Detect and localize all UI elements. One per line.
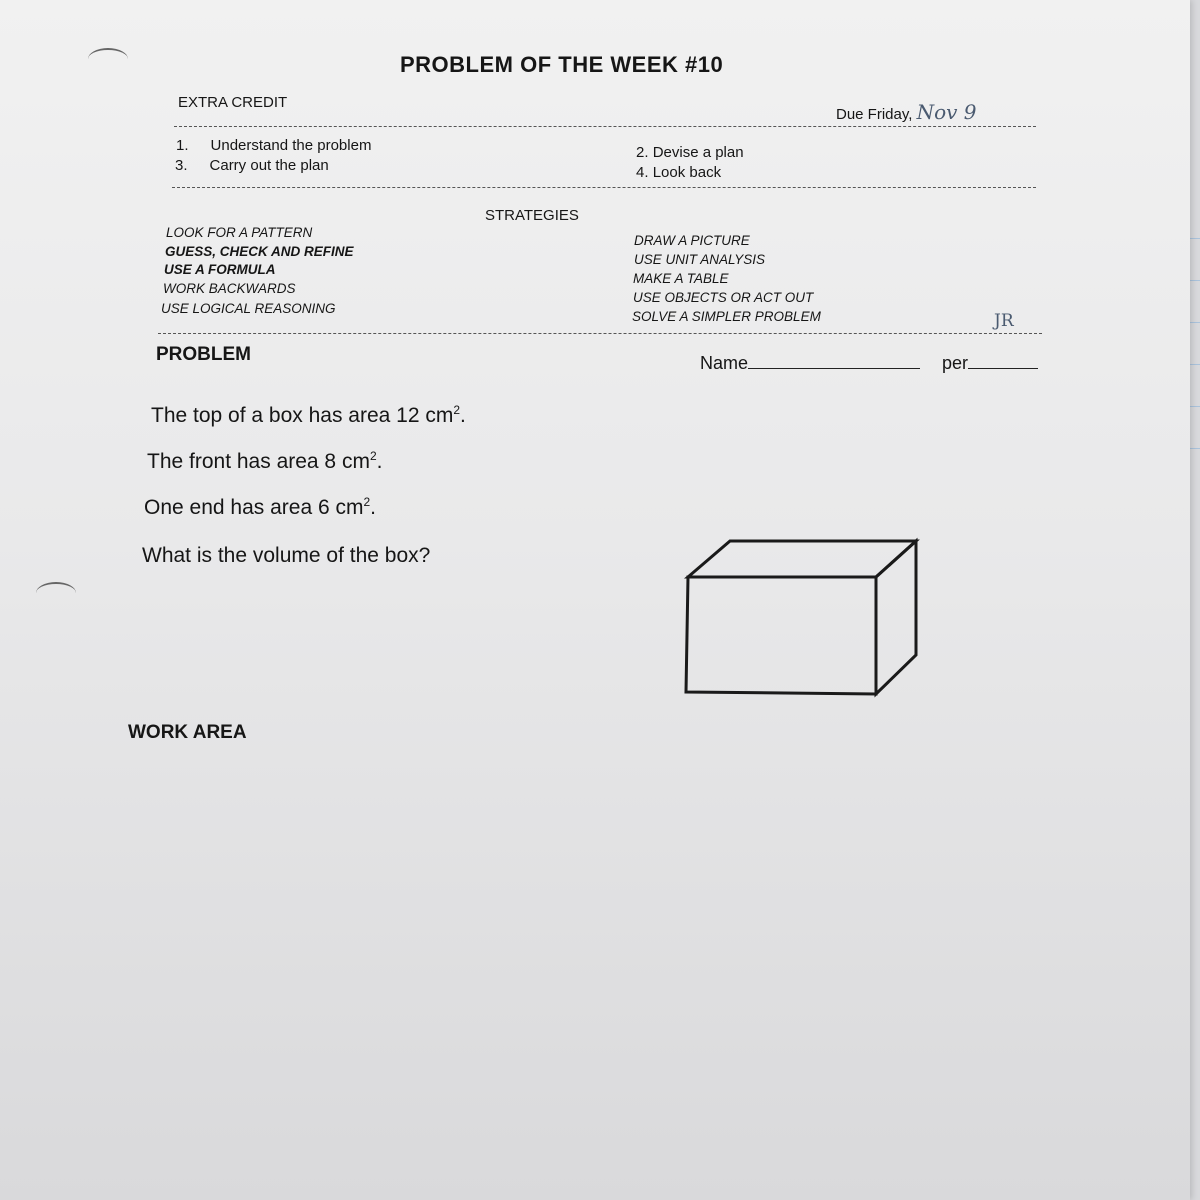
name-field[interactable] (700, 353, 920, 374)
strategies-heading: STRATEGIES (485, 207, 579, 224)
problem-line-front-area: The front has area 8 $cm^2$. (147, 449, 383, 473)
strategy-look-for-pattern: LOOK FOR A PATTERN (166, 225, 313, 240)
strategy-work-backwards: WORK BACKWARDS (163, 281, 296, 296)
problem-heading: PROBLEM (156, 344, 251, 365)
handwritten-initials: JR (994, 311, 1014, 331)
extra-credit-label: EXTRA CREDIT (178, 94, 288, 111)
strategy-make-table: MAKE A TABLE (633, 271, 729, 286)
divider-2 (172, 187, 1036, 188)
due-date-label (836, 100, 977, 124)
problem-line-volume-question: What is the volume of the box? (142, 544, 431, 567)
paper-curl-middle (36, 582, 76, 604)
divider-3 (158, 333, 1042, 334)
worksheet-title: PROBLEM OF THE WEEK #10 (400, 52, 724, 77)
strategy-logical-reasoning: USE LOGICAL REASONING (161, 301, 336, 316)
step-1: 1. Understand the problem (176, 137, 372, 154)
step-2: 2. Devise a plan (636, 144, 744, 161)
divider-1 (174, 126, 1036, 127)
problem-line-top-area: The top of a box has area 12 $cm^2$. (151, 403, 466, 427)
name-blank[interactable] (748, 368, 920, 369)
handwritten-due-date: Nov 9 (916, 100, 977, 124)
period-blank[interactable] (968, 368, 1038, 369)
problem-line-end-area: One end has area 6 $cm^2$. (144, 495, 376, 519)
step-3: 3. Carry out the plan (175, 157, 329, 174)
box-diagram (680, 535, 925, 700)
box-side-face (876, 541, 916, 694)
strategy-draw-picture: DRAW A PICTURE (634, 233, 750, 248)
step-4: 4. Look back (636, 164, 722, 181)
paper-curl-top (88, 48, 128, 70)
box-front-face (686, 577, 876, 694)
strategy-simpler-problem: SOLVE A SIMPLER PROBLEM (632, 309, 821, 324)
name-label: Name (700, 353, 749, 373)
period-field[interactable] (942, 353, 1038, 374)
strategy-objects-act-out: USE OBJECTS OR ACT OUT (633, 290, 814, 305)
strategy-unit-analysis: USE UNIT ANALYSIS (634, 252, 766, 267)
due-label: Due Friday, (836, 106, 913, 123)
period-label: per (942, 353, 969, 373)
strategy-guess-check-refine: GUESS, CHECK AND REFINE (165, 244, 354, 259)
work-area-label: WORK AREA (128, 722, 247, 743)
strategy-use-formula: USE A FORMULA (164, 262, 276, 277)
